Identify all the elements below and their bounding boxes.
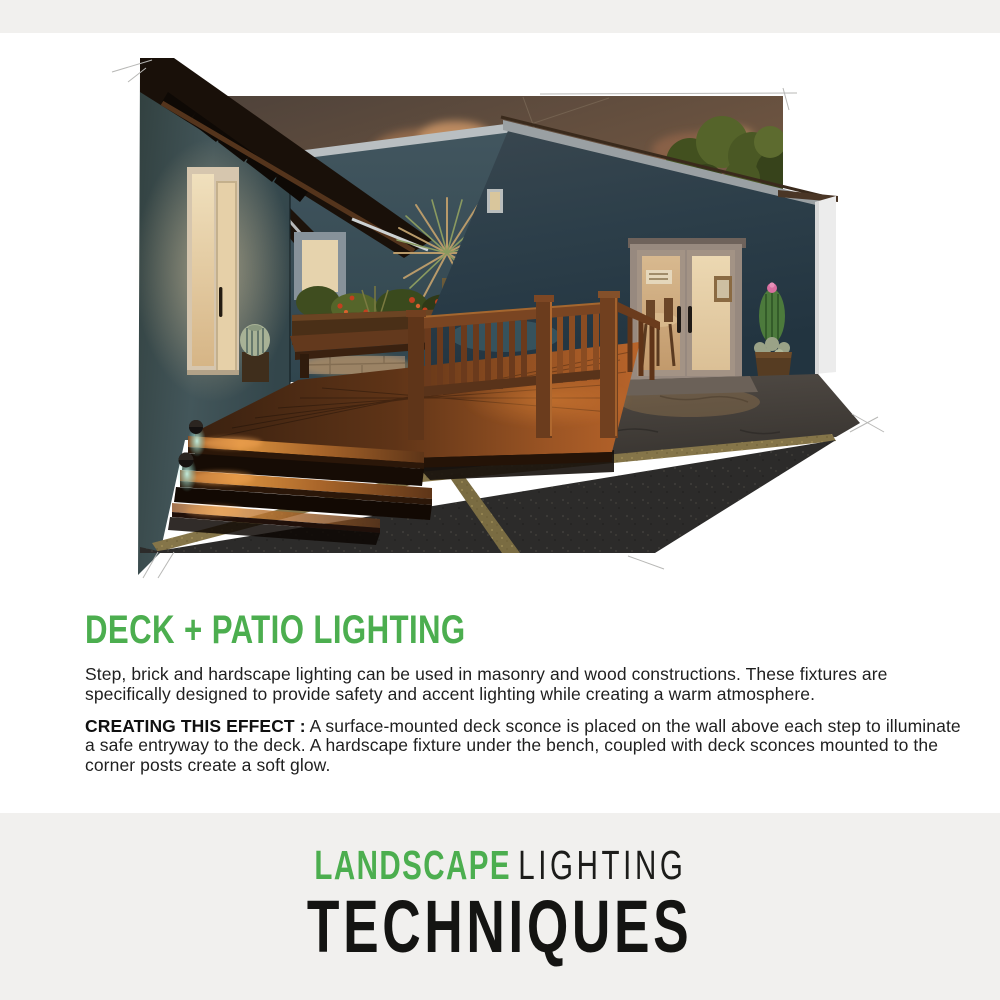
effect-text: A surface-mounted deck sconce is placed on the wall above each step to illuminate a safe entryway to the deck. A hardscape fixture under the bench, coupled with deck sconces mounted to the corner posts create a soft glow.	[85, 715, 961, 776]
pouf-cactus	[240, 324, 270, 382]
copy-section	[85, 608, 965, 776]
effect-paragraph	[85, 717, 965, 776]
effect-label: CREATING THIS EFFECT :	[85, 715, 306, 736]
brand-word-techniques: TECHNIQUES	[307, 885, 693, 968]
lit-window-door	[187, 167, 239, 375]
brand-line-1	[314, 843, 686, 887]
french-doors	[628, 238, 746, 382]
section-title: DECK + PATIO LIGHTING	[85, 608, 466, 652]
small-window	[487, 189, 503, 213]
brand-word-landscape: LANDSCAPE	[313, 842, 511, 888]
intro-paragraph: Step, brick and hardscape lighting can be used in masonry and wood constructions. These fixtures are specifically designed to provide safety and accent lighting while creating a warm atmosphere.	[85, 664, 888, 704]
brand-word-lighting: LIGHTING	[517, 842, 687, 888]
door-handle	[677, 306, 681, 333]
door-handle	[219, 287, 222, 317]
corner-post	[408, 315, 424, 440]
brand-footer	[0, 813, 1000, 1000]
door-handle	[688, 306, 692, 333]
corner-post	[536, 300, 552, 438]
